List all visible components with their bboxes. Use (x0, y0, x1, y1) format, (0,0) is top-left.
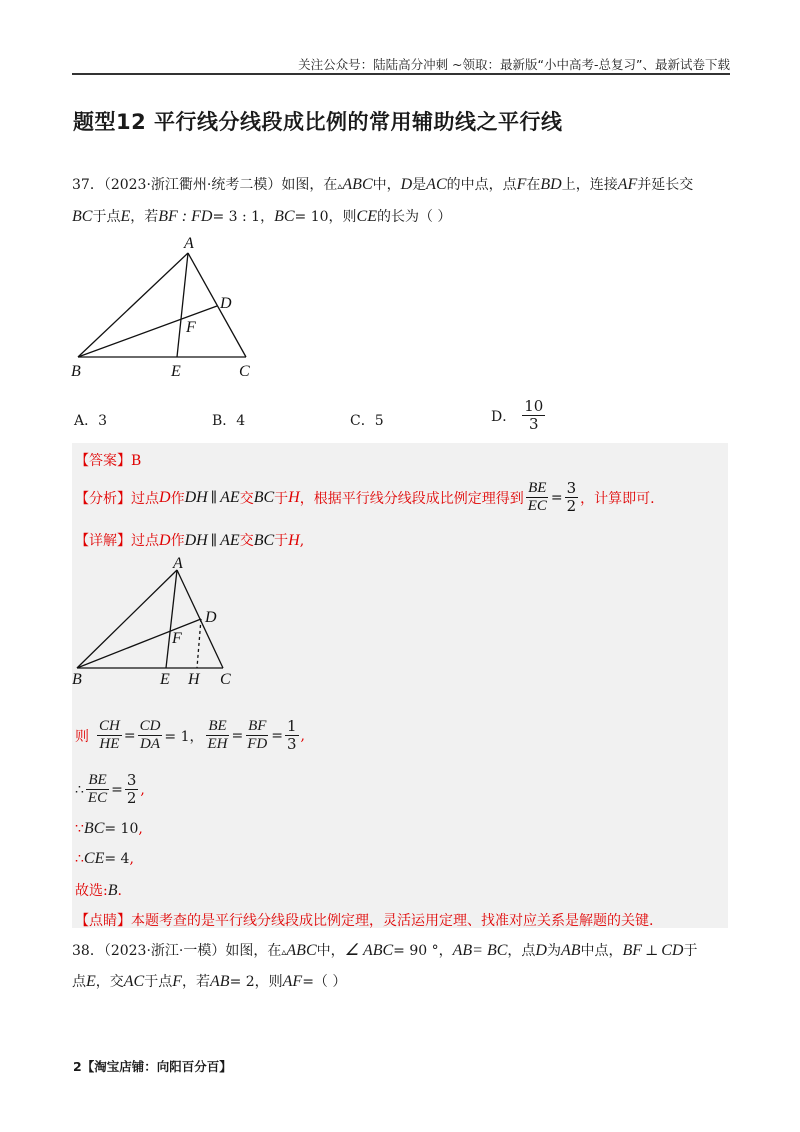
step1-line: 则 $\frac{CH}{HE}$ = $\frac{CD}{DA}$ = 1， $\frac{BE}{EH}$ = $\frac{BF}{FD}$ = $\frac{1}{3}$ , (75, 717, 305, 754)
page-header: 关注公众号：陆陆高分冲刺 ~领取：最新版“小中高考-总复习”、最新试卷下载 (298, 57, 730, 72)
detail-figure-label-a: A (173, 555, 183, 572)
detail-line: 【详解】过点D作DH ∥ AE交BC于H, (75, 532, 305, 549)
header-divider (72, 73, 730, 75)
detail-figure-label-h: H (188, 671, 200, 688)
step4-line: ∴CE= 4, (75, 850, 134, 867)
detail-figure (60, 552, 250, 690)
q37-line1: 37．（2023·浙江衢州·统考二模）如图，在▵ABC中，D是AC的中点，点F在BD上，连接AF并延长交 (72, 176, 694, 193)
figure-label-a: A (184, 235, 194, 252)
analysis-line: 【分析】 过点 D 作 DH ∥ AE 交 BC 于 H ，根据平行线分线段成比例定理得到 $\frac{BE}{EC}$ = $\frac{3}{2}$ ，计算即可. (75, 479, 655, 516)
answer-line: 【答案】B (75, 453, 142, 469)
step2-line: ∴ $\frac{BE}{EC}$ = $\frac{3}{2}$ , (75, 771, 145, 808)
option-a: A．3 (74, 413, 108, 429)
detail-figure-label-c: C (220, 671, 231, 688)
comment-line: 【点睛】本题考查的是平行线分线段成比例定理，灵活运用定理、找准对应关系是解题的关键. (75, 913, 654, 929)
figure-label-b: B (71, 363, 81, 380)
option-b: B．4 (212, 413, 246, 429)
page-footer: 2【淘宝店铺：向阳百分百】 (73, 1059, 232, 1074)
step3-line: ∵BC= 10, (75, 820, 143, 837)
detail-figure-label-f: F (172, 630, 182, 647)
q37-line2: BC于点E，若BF : FD= 3 : 1，BC= 10，则CE的长为（ ） (72, 208, 452, 225)
detail-figure-label-d: D (205, 609, 217, 626)
choose-line: 故选:B. (75, 882, 122, 899)
figure-label-c: C (239, 363, 250, 380)
section-title: 题型12 平行线分线段成比例的常用辅助线之平行线 (73, 110, 563, 134)
q37-figure (60, 230, 290, 385)
detail-figure-label-b: B (72, 671, 82, 688)
detail-figure-label-e: E (160, 671, 170, 688)
option-d: D． $\frac{10}{3}$ (491, 397, 544, 434)
option-c: C．5 (350, 413, 384, 429)
figure-label-e: E (171, 363, 181, 380)
q38-line1: 38．（2023·浙江·一模）如图，在▵ABC中，∠ ABC= 90 °，AB= BC，点D为AB中点，BF ⊥ CD于 (72, 942, 698, 959)
figure-label-f: F (186, 319, 196, 336)
q38-line2: 点E，交AC于点F，若AB= 2，则AF=（ ） (72, 973, 347, 990)
figure-label-d: D (220, 295, 232, 312)
option-d-fraction: $\frac{10}{3}$ (524, 397, 544, 434)
